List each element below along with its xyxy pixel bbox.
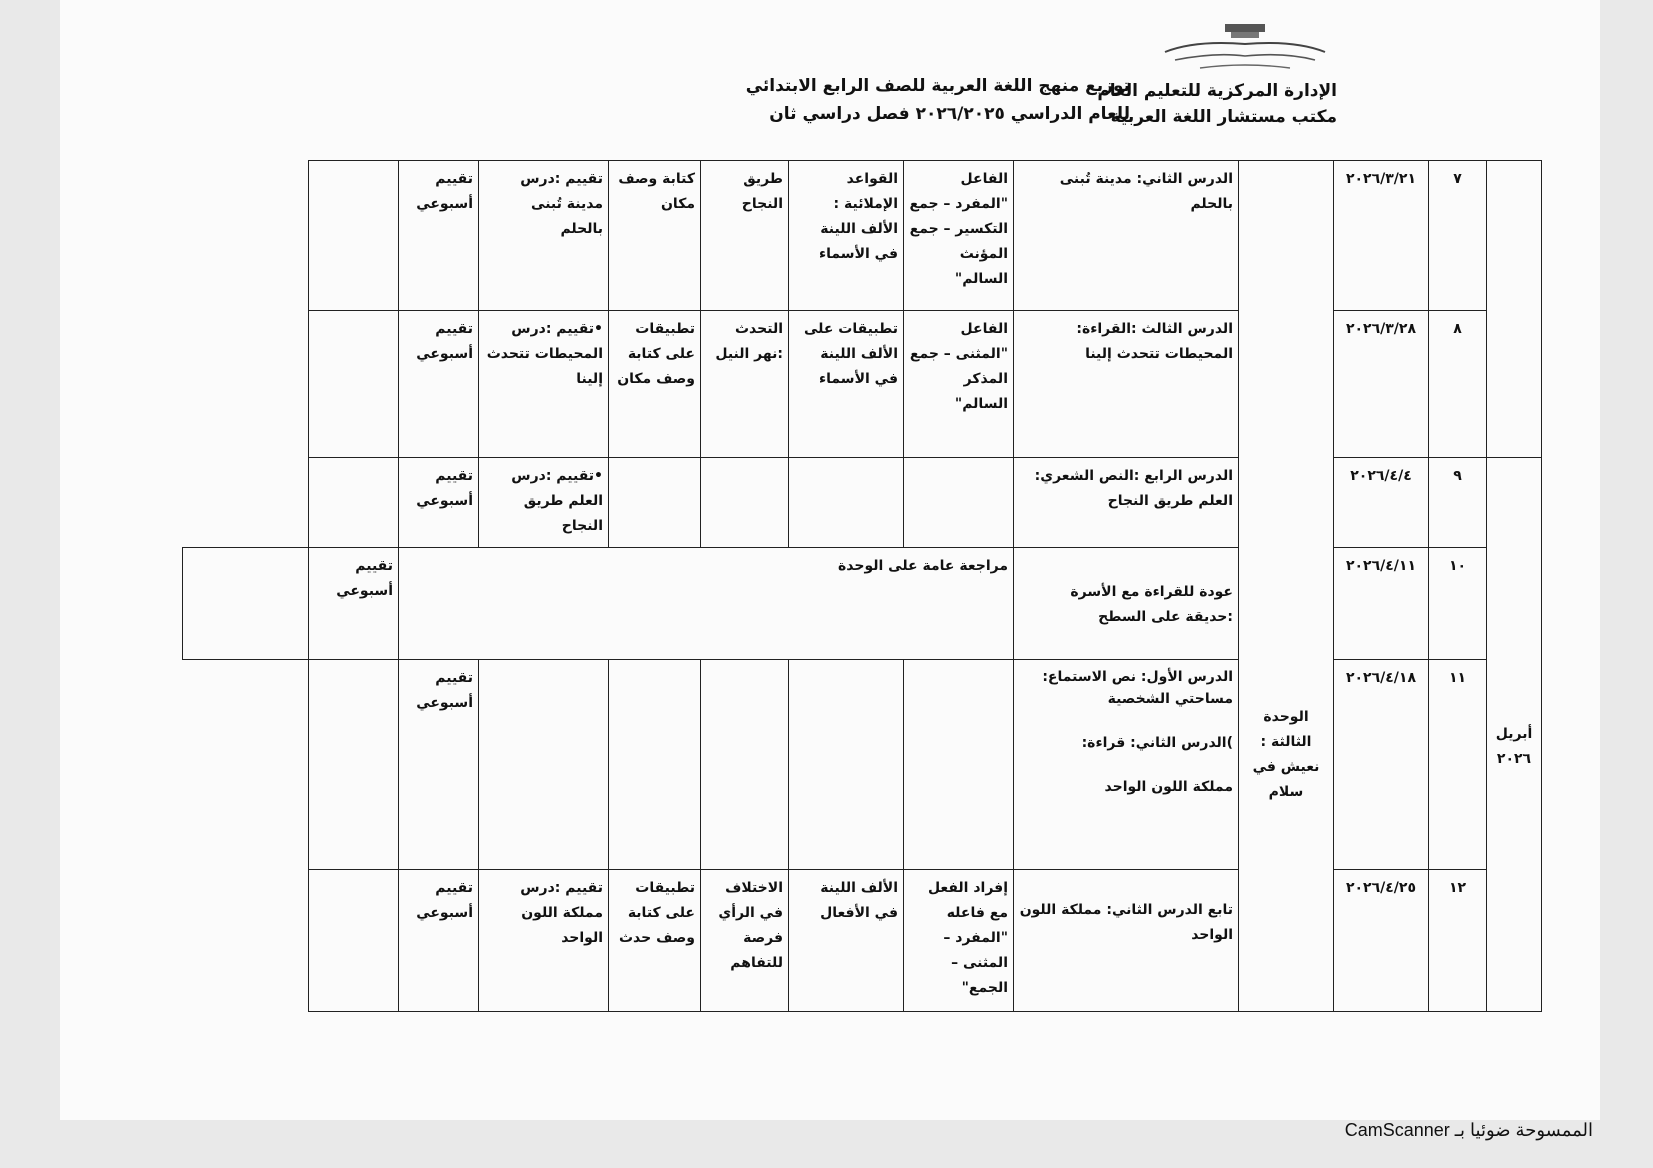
table-row <box>183 659 1542 869</box>
lesson-cell: الدرس الرابع :النص الشعري: العلم طريق النجاح <box>1014 457 1239 548</box>
assessment-cell: •تقييم :درس المحيطات تتحدث إلينا <box>479 311 609 457</box>
notes-cell <box>309 161 399 311</box>
week-number: ١٢ <box>1429 869 1487 1011</box>
table-row <box>183 311 1542 457</box>
lesson-cell: الدرس الثالث :القراءة: المحيطات تتحدث إلينا <box>1014 311 1239 457</box>
spelling-cell: الألف اللينة في الأفعال <box>789 869 904 1011</box>
curriculum-table <box>182 160 1542 1012</box>
week-date: ٢٠٢٦/٤/١٨ <box>1334 659 1429 869</box>
spelling-cell <box>789 659 904 869</box>
notes-cell <box>309 869 399 1011</box>
unit-cell <box>1239 161 1334 1012</box>
grammar-cell <box>904 457 1014 548</box>
lesson-cell: الدرس الأول: نص الاستماع: مساحتي الشخصية )الدرس الثاني: قراءة: مملكة اللون الواحد <box>1014 659 1239 869</box>
lesson-cell: الدرس الثاني: مدينة تُبنى بالحلم <box>1014 161 1239 311</box>
notes-cell <box>309 659 399 869</box>
weekly-assessment-cell: تقييم أسبوعي <box>309 548 399 659</box>
grammar-cell: الفاعل "المثنى – جمع المذكر السالم" <box>904 311 1014 457</box>
org-line-1: الإدارة المركزية للتعليم العام <box>1097 81 1337 101</box>
writing-cell: تطبيقات على كتابة وصف حدث <box>609 869 701 1011</box>
writing-cell: كتابة وصف مكان <box>609 161 701 311</box>
lesson-cell: عودة للقراءة مع الأسرة :حديقة على السطح <box>1014 548 1239 659</box>
week-number: ٩ <box>1429 457 1487 548</box>
month-cell <box>1487 457 1542 1011</box>
document-title <box>710 72 1130 128</box>
assessment-cell: تقييم :درس مملكة اللون الواحد <box>479 869 609 1011</box>
week-date: ٢٠٢٦/٤/٢٥ <box>1334 869 1429 1011</box>
speaking-cell <box>701 659 789 869</box>
writing-cell <box>609 457 701 548</box>
week-number: ٨ <box>1429 311 1487 457</box>
table-row <box>183 869 1542 1011</box>
grammar-cell <box>904 659 1014 869</box>
week-date: ٢٠٢٦/٣/٢١ <box>1334 161 1429 311</box>
assessment-cell: تقييم :درس مدينة تُبنى بالحلم <box>479 161 609 311</box>
writing-cell: تطبيقات على كتابة وصف مكان <box>609 311 701 457</box>
title-line-2: للعام الدراسي ٢٠٢٦/٢٠٢٥ فصل دراسي ثان <box>769 104 1130 124</box>
lesson-cell: تابع الدرس الثاني: مملكة اللون الواحد <box>1014 869 1239 1011</box>
spelling-cell: القواعد الإملائية : الألف اللينة في الأسماء <box>789 161 904 311</box>
week-date: ٢٠٢٦/٤/١١ <box>1334 548 1429 659</box>
table-row <box>183 457 1542 548</box>
review-cell: مراجعة عامة على الوحدة <box>399 548 1014 659</box>
month-label: أبريل ٢٠٢٦ <box>1495 725 1533 767</box>
assessment-cell <box>479 659 609 869</box>
grammar-cell: الفاعل "المفرد – جمع التكسير – جمع المؤنث السالم" <box>904 161 1014 311</box>
month-cell <box>1487 161 1542 458</box>
speaking-cell: الاختلاف في الرأي فرصة للتفاهم <box>701 869 789 1011</box>
unit-label: الوحدة الثالثة : نعيش في سلام <box>1252 709 1320 800</box>
weekly-assessment-cell: تقييم أسبوعي <box>399 161 479 311</box>
speaking-cell: التحدث :نهر النيل <box>701 311 789 457</box>
org-line-2: مكتب مستشار اللغة العربية <box>1110 107 1337 127</box>
week-number: ١٠ <box>1429 548 1487 659</box>
writing-cell <box>609 659 701 869</box>
speaking-cell <box>701 457 789 548</box>
weekly-assessment-cell: تقييم أسبوعي <box>399 869 479 1011</box>
assessment-cell: •تقييم :درس العلم طريق النجاح <box>479 457 609 548</box>
table-row <box>183 161 1542 311</box>
notes-cell <box>309 457 399 548</box>
weekly-assessment-cell: تقييم أسبوعي <box>399 311 479 457</box>
scanner-watermark: الممسوحة ضوئيا بـ CamScanner <box>1344 1120 1593 1140</box>
week-date: ٢٠٢٦/٣/٢٨ <box>1334 311 1429 457</box>
notes-cell <box>183 548 309 659</box>
week-number: ١١ <box>1429 659 1487 869</box>
week-number: ٧ <box>1429 161 1487 311</box>
grammar-cell: إفراد الفعل مع فاعله "المفرد – المثنى – الجمع" <box>904 869 1014 1011</box>
weekly-assessment-cell: تقييم أسبوعي <box>399 659 479 869</box>
notes-cell <box>309 311 399 457</box>
spelling-cell: تطبيقات على الألف اللينة في الأسماء <box>789 311 904 457</box>
week-date: ٢٠٢٦/٤/٤ <box>1334 457 1429 548</box>
speaking-cell: طريق النجاح <box>701 161 789 311</box>
ministry-logo <box>1155 22 1335 72</box>
title-line-1: توزيع منهج اللغة العربية للصف الرابع الابتدائي <box>745 76 1130 96</box>
spelling-cell <box>789 457 904 548</box>
table-row <box>183 548 1542 659</box>
weekly-assessment-cell: تقييم أسبوعي <box>399 457 479 548</box>
